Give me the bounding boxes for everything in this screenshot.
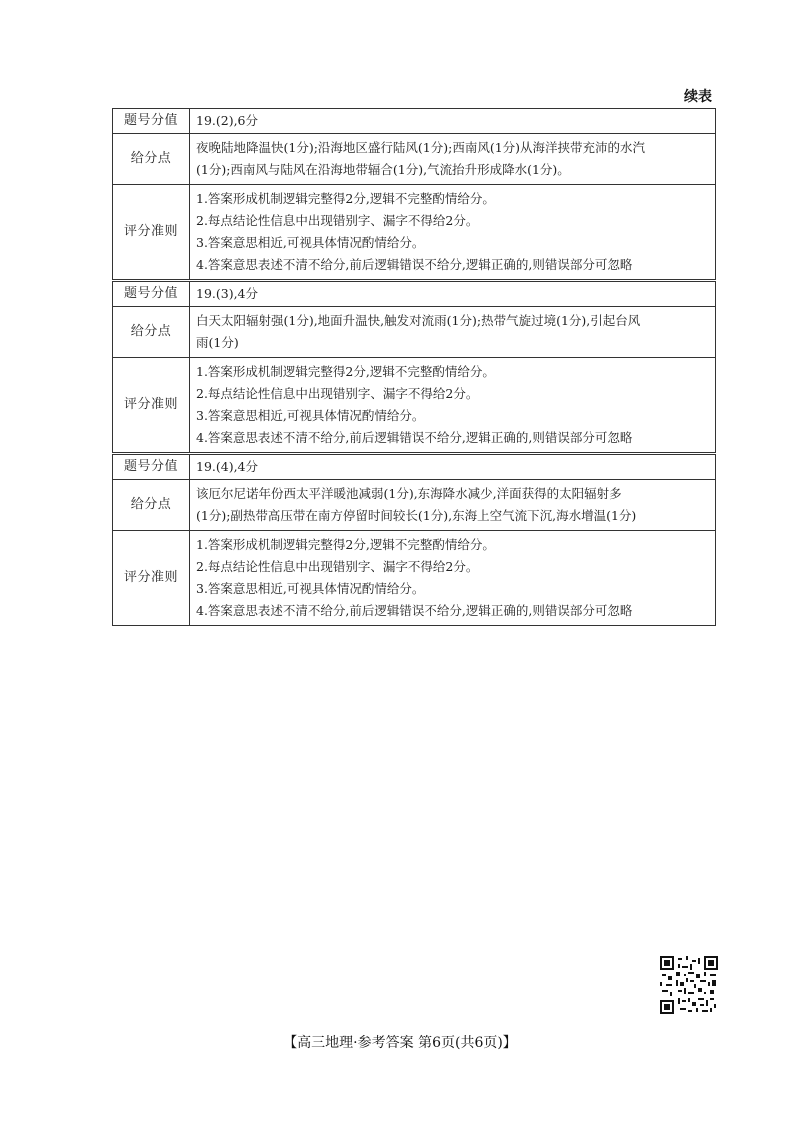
criteria-item: 4.答案意思表述不清不给分,前后逻辑错误不给分,逻辑正确的,则错误部分可忽略 (196, 430, 633, 445)
criteria-content (190, 358, 716, 454)
criteria-row (113, 531, 716, 626)
criteria-row (113, 185, 716, 281)
score-label: 题号分值 (113, 454, 190, 480)
score-value: 19.(2),6分 (190, 109, 716, 134)
scoring-table (112, 108, 716, 626)
criteria-item: 3.答案意思相近,可视具体情况酌情给分。 (196, 581, 425, 596)
score-value: 19.(3),4分 (190, 281, 716, 307)
score-row (113, 454, 716, 480)
criteria-item: 1.答案形成机制逻辑完整得2分,逻辑不完整酌情给分。 (196, 191, 495, 206)
points-line: 夜晚陆地降温快(1分);沿海地区盛行陆风(1分);西南风(1分)从海洋挟带充沛的水汽 (196, 140, 646, 155)
score-label: 题号分值 (113, 109, 190, 134)
criteria-item: 4.答案意思表述不清不给分,前后逻辑错误不给分,逻辑正确的,则错误部分可忽略 (196, 603, 633, 618)
criteria-item: 1.答案形成机制逻辑完整得2分,逻辑不完整酌情给分。 (196, 364, 495, 379)
points-line: 白天太阳辐射强(1分),地面升温快,触发对流雨(1分);热带气旋过境(1分),引起台风 (196, 313, 641, 328)
criteria-content (190, 185, 716, 281)
points-label: 给分点 (113, 480, 190, 531)
criteria-label: 评分准则 (113, 185, 190, 281)
points-row (113, 480, 716, 531)
score-label: 题号分值 (113, 281, 190, 307)
points-content (190, 307, 716, 358)
score-row (113, 109, 716, 134)
criteria-item: 2.每点结论性信息中出现错别字、漏字不得给2分。 (196, 559, 479, 574)
continued-label: 续表 (684, 89, 712, 105)
criteria-item: 4.答案意思表述不清不给分,前后逻辑错误不给分,逻辑正确的,则错误部分可忽略 (196, 257, 633, 272)
points-line: 该厄尔尼诺年份西太平洋暖池减弱(1分),东海降水减少,洋面获得的太阳辐射多 (196, 486, 622, 501)
criteria-item: 1.答案形成机制逻辑完整得2分,逻辑不完整酌情给分。 (196, 537, 495, 552)
criteria-content (190, 531, 716, 626)
qr-code-icon[interactable] (660, 956, 718, 1014)
points-line: (1分);副热带高压带在南方停留时间较长(1分),东海上空气流下沉,海水增温(1分) (196, 508, 637, 523)
points-content (190, 480, 716, 531)
criteria-item: 3.答案意思相近,可视具体情况酌情给分。 (196, 408, 425, 423)
criteria-item: 2.每点结论性信息中出现错别字、漏字不得给2分。 (196, 213, 479, 228)
points-row (113, 307, 716, 358)
criteria-item: 2.每点结论性信息中出现错别字、漏字不得给2分。 (196, 386, 479, 401)
points-line: 雨(1分) (196, 335, 239, 350)
criteria-label: 评分准则 (113, 531, 190, 626)
points-row (113, 134, 716, 185)
criteria-row (113, 358, 716, 454)
points-label: 给分点 (113, 134, 190, 185)
criteria-label: 评分准则 (113, 358, 190, 454)
score-row (113, 281, 716, 307)
points-content (190, 134, 716, 185)
criteria-item: 3.答案意思相近,可视具体情况酌情给分。 (196, 235, 425, 250)
points-label: 给分点 (113, 307, 190, 358)
score-value: 19.(4),4分 (190, 454, 716, 480)
points-line: (1分);西南风与陆风在沿海地带辐合(1分),气流抬升形成降水(1分)。 (196, 162, 570, 177)
page-footer: 【高三地理·参考答案 第6页(共6页)】 (283, 1035, 517, 1051)
